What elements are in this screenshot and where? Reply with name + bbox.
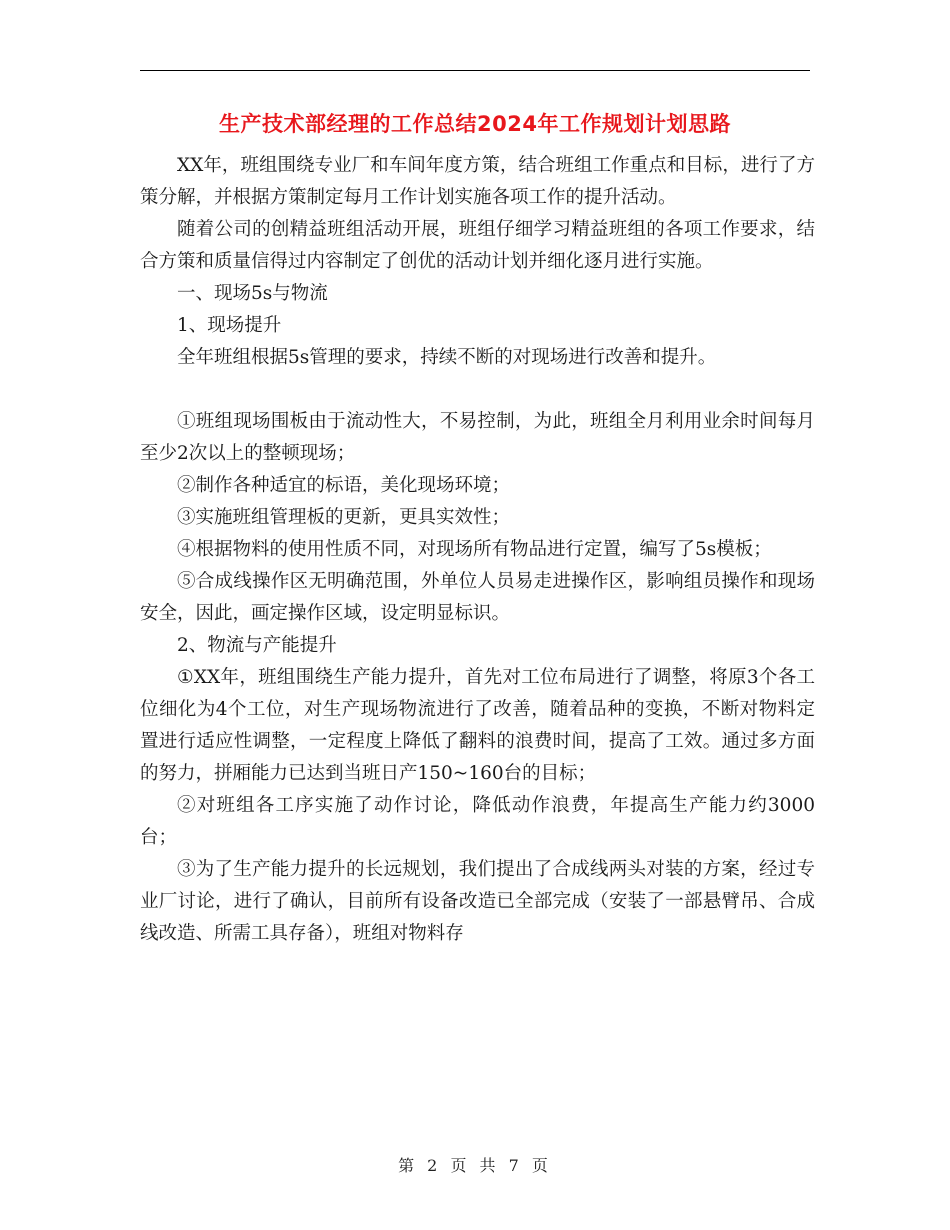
list-item: ⑤合成线操作区无明确范围，外单位人员易走进操作区，影响组员操作和现场安全，因此，画定操作区域，设定明显标识。 xyxy=(140,571,815,624)
paragraph: 全年班组根据5s管理的要求，持续不断的对现场进行改善和提升。 xyxy=(177,347,717,368)
subsection-heading: 2、物流与产能提升 xyxy=(177,635,337,656)
list-item: ④根据物料的使用性质不同，对现场所有物品进行定置，编写了5s模板； xyxy=(177,539,772,560)
document-title: 生产技术部经理的工作总结2024年工作规划计划思路 xyxy=(219,112,731,136)
list-item: ②对班组各工序实施了动作讨论，降低动作浪费，年提高生产能力约3000台； xyxy=(140,795,815,848)
page-number: 第 2 页 共 7 页 xyxy=(398,1156,552,1175)
paragraph: 随着公司的创精益班组活动开展，班组仔细学习精益班组的各项工作要求，结合方策和质量信得过内容制定了创优的活动计划并细化逐月进行实施。 xyxy=(140,219,815,272)
header-rule xyxy=(140,70,810,71)
section-heading: 一、现场5s与物流 xyxy=(177,283,328,304)
list-item: ③实施班组管理板的更新，更具实效性； xyxy=(177,507,511,528)
list-item: ③为了生产能力提升的长远规划，我们提出了合成线两头对装的方案，经过专业厂讨论，进行了确认，目前所有设备改造已全部完成（安装了一部悬臂吊、合成线改造、所需工具存备），班组对物料存 xyxy=(140,859,815,944)
list-item: ②制作各种适宜的标语，美化现场环境； xyxy=(177,475,511,496)
list-item: ①XX年，班组围绕生产能力提升，首先对工位布局进行了调整，将原3个各工位细化为4个工位，对生产现场物流进行了改善，随着品种的变换，不断对物料定置进行适应性调整，一定程度上降低了翻料的浪费时间，提高了工效。通过多方面的努力，拼厢能力已达到当班日产150~160台的目标； xyxy=(140,667,815,784)
list-item: ①班组现场围板由于流动性大，不易控制，为此，班组全月利用业余时间每月至少2次以上的整顿现场； xyxy=(140,411,815,464)
document-body xyxy=(140,150,815,950)
subsection-heading: 1、现场提升 xyxy=(177,315,282,336)
paragraph: XX年，班组围绕专业厂和车间年度方策，结合班组工作重点和目标，进行了方策分解，并根据方策制定每月工作计划实施各项工作的提升活动。 xyxy=(140,155,815,208)
